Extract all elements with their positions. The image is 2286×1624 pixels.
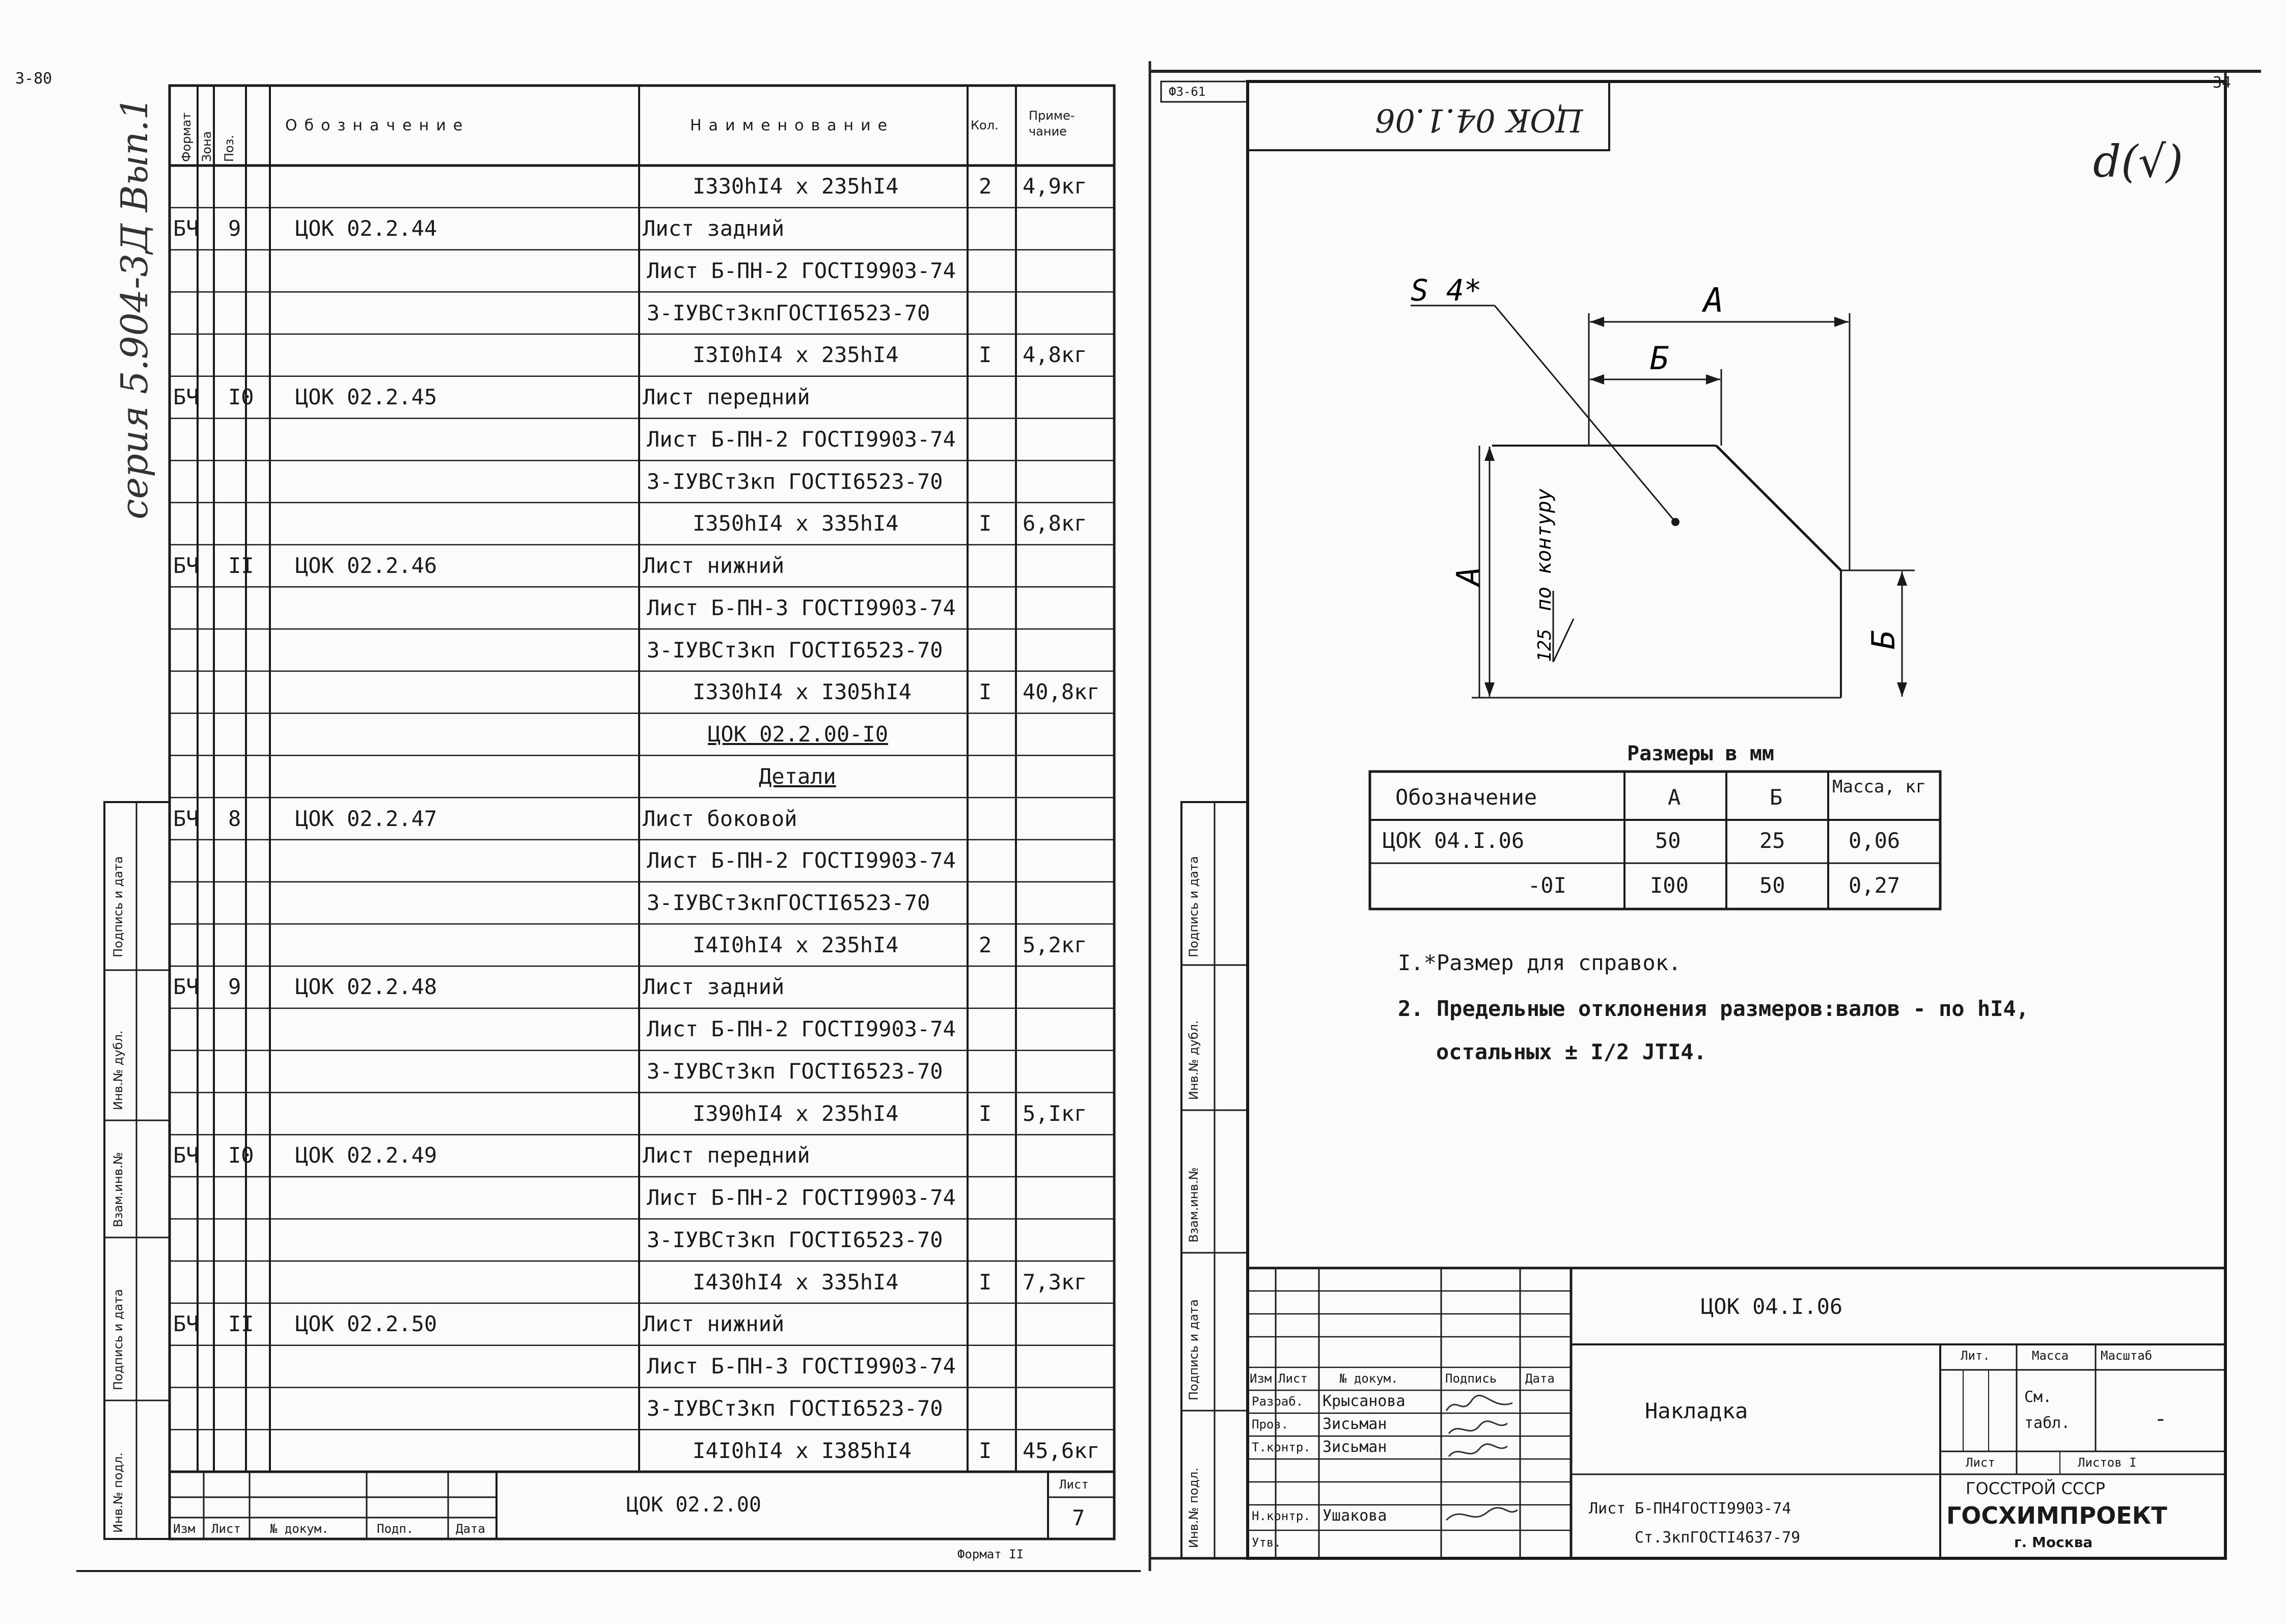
series-label: серия 5.904-3Д Вып.1 xyxy=(113,96,156,519)
spec-format: БЧ xyxy=(173,974,199,1000)
spec-note: 45,6кг xyxy=(1023,1438,1100,1463)
left-stamp-col-list: Лист xyxy=(211,1522,241,1536)
spec-note: 4,9кг xyxy=(1023,174,1087,199)
right-strip-label-sign-date: Подпись и дата xyxy=(1187,856,1201,957)
spec-quantity: 2 xyxy=(979,174,992,199)
header-qty: Кол. xyxy=(971,118,999,132)
drawing-label-radius: 125 xyxy=(1534,628,1555,662)
header-zone: Зона xyxy=(200,131,214,162)
dim-row2-designation: -0I xyxy=(1528,873,1566,898)
spec-name: I3I0hI4 x 235hI4 xyxy=(693,342,899,368)
spec-name: Лист передний xyxy=(643,1143,810,1168)
spec-quantity: I xyxy=(979,342,992,368)
spec-note: 40,8кг xyxy=(1023,679,1100,705)
drawing-label-a-top: A xyxy=(1703,281,1724,320)
dim-row2-mass: 0,27 xyxy=(1849,873,1901,898)
spec-designation: ЦОК 02.2.46 xyxy=(295,553,437,579)
right-strip-label-sign-date-2: Подпись и дата xyxy=(1187,1299,1201,1400)
title-col-izm: Изм xyxy=(1250,1371,1272,1386)
spec-format: БЧ xyxy=(173,1311,199,1337)
spec-name: 3-IУВСт3кпГОСТI6523-70 xyxy=(647,890,930,915)
title-scale-value: - xyxy=(2154,1406,2167,1431)
spec-position: 9 xyxy=(228,974,241,1000)
role-norm-control-name: Ушакова xyxy=(1323,1507,1387,1525)
spec-position: 8 xyxy=(228,806,241,831)
signatures xyxy=(1441,1390,1523,1543)
spec-name: Лист Б-ПН-3 ГОСТI9903-74 xyxy=(647,595,956,620)
spec-name: Детали xyxy=(759,763,836,789)
left-stamp-sheet-number: 7 xyxy=(1072,1505,1085,1530)
org-ministry: ГОССТРОЙ СССР xyxy=(1966,1479,2105,1498)
spec-name: I4I0hI4 x I385hI4 xyxy=(693,1438,912,1463)
dim-table-title: Размеры в мм xyxy=(1627,742,1774,765)
left-stamp-col-izm: Изм xyxy=(173,1522,196,1536)
rotated-drawing-code: ЦОК 04.1.06 xyxy=(1375,102,1584,139)
spec-quantity: I xyxy=(979,679,992,705)
spec-position: II xyxy=(228,1311,254,1337)
spec-format: БЧ xyxy=(173,384,199,410)
spec-note: 4,8кг xyxy=(1023,342,1087,368)
right-strip-label-orig-inv: Инв.№ подл. xyxy=(1187,1468,1201,1548)
spec-name: I350hI4 x 335hI4 xyxy=(693,511,899,536)
strip-label-sign-date: Подпись и дата xyxy=(111,856,125,957)
title-material-line1: Лист Б-ПН4ГОСТI9903-74 xyxy=(1589,1500,1792,1518)
right-corner-code: Ф3-61 xyxy=(1169,85,1206,99)
dim-header-mass: Масса, кг xyxy=(1832,777,1926,797)
right-corner-number: 34 xyxy=(2213,74,2232,92)
spec-designation: ЦОК 02.2.45 xyxy=(295,384,437,410)
spec-quantity: 2 xyxy=(979,932,992,957)
title-sheet-label: Лист xyxy=(1966,1455,1995,1470)
spec-position: I0 xyxy=(228,1143,254,1168)
title-material-line2: Ст.3кпГОСТI4637-79 xyxy=(1635,1529,1801,1547)
spec-format: БЧ xyxy=(173,806,199,831)
header-designation: Обозначение xyxy=(285,117,470,134)
org-city: г. Москва xyxy=(2014,1534,2093,1551)
spec-name: I390hI4 x 235hI4 xyxy=(693,1100,899,1126)
check-mark: d(√) xyxy=(2093,136,2183,187)
role-developer: Разраб. xyxy=(1252,1394,1304,1409)
left-stamp-doc-code: ЦОК 02.2.00 xyxy=(626,1493,761,1517)
left-stamp-col-doc: № докум. xyxy=(270,1522,329,1536)
spec-name: 3-IУВСт3кп ГОСТI6523-70 xyxy=(647,1227,943,1252)
title-col-date: Дата xyxy=(1525,1371,1555,1386)
spec-name: ЦОК 02.2.00-I0 xyxy=(708,722,889,747)
spec-designation: ЦОК 02.2.50 xyxy=(295,1311,437,1337)
dim-header-b: Б xyxy=(1770,785,1783,810)
dim-header-a: А xyxy=(1668,785,1681,810)
spec-name: Лист Б-ПН-3 ГОСТI9903-74 xyxy=(647,1354,956,1379)
spec-name: 3-IУВСт3кп ГОСТI6523-70 xyxy=(647,637,943,663)
right-strip-label-replace-inv: Взам.инв.№ xyxy=(1187,1167,1201,1243)
spec-note: 5,Iкг xyxy=(1023,1100,1087,1126)
org-institute: ГОСХИМПРОЕКТ xyxy=(1946,1502,2167,1529)
note-2: 2. Предельные отклонения размеров:валов - по hI4, xyxy=(1398,996,2029,1021)
left-stamp-sheet-label: Лист xyxy=(1059,1477,1089,1492)
left-format-label: Формат II xyxy=(957,1547,1024,1561)
dim-row1-mass: 0,06 xyxy=(1849,828,1901,853)
spec-name: Лист нижний xyxy=(643,553,785,579)
strip-label-replace-inv: Взам.инв.№ xyxy=(111,1152,125,1227)
left-stamp-col-sign: Подп. xyxy=(377,1522,414,1536)
role-tech-control: Т.контр. xyxy=(1252,1440,1311,1454)
title-sheets-label: Листов I xyxy=(2078,1455,2137,1470)
strip-label-orig-inv: Инв.№ подл. xyxy=(111,1452,125,1533)
dim-row1-a: 50 xyxy=(1655,828,1681,853)
title-mass-label: Масса xyxy=(2032,1348,2069,1363)
right-strip-label-dup-inv: Инв.№ дубл. xyxy=(1187,1020,1201,1100)
header-pos: Поз. xyxy=(222,134,236,162)
spec-name: 3-IУВСт3кпГОСТI6523-70 xyxy=(647,300,930,325)
drawing-label-b-top: Б xyxy=(1650,340,1669,377)
strip-label-sign-date-2: Подпись и дата xyxy=(111,1289,125,1390)
title-mass-value: См. табл. xyxy=(2024,1388,2071,1432)
drawing-label-contour: по контуру xyxy=(1532,488,1556,611)
spec-format: БЧ xyxy=(173,553,199,579)
spec-position: II xyxy=(228,553,254,579)
role-developer-name: Крысанова xyxy=(1323,1392,1406,1410)
spec-name: I330hI4 x 235hI4 xyxy=(693,174,899,199)
role-norm-control: Н.контр. xyxy=(1252,1509,1311,1523)
spec-quantity: I xyxy=(979,1269,992,1295)
role-checker-name: Зисьман xyxy=(1323,1415,1387,1433)
drawing-label-a-left: A xyxy=(1450,566,1487,586)
spec-designation: ЦОК 02.2.48 xyxy=(295,974,437,1000)
spec-note: 7,3кг xyxy=(1023,1269,1087,1295)
spec-designation: ЦОК 02.2.49 xyxy=(295,1143,437,1168)
note-1: I.*Размер для справок. xyxy=(1398,950,1682,975)
spec-name: Лист Б-ПН-2 ГОСТI9903-74 xyxy=(647,848,956,873)
role-checker: Пров. xyxy=(1252,1417,1289,1432)
spec-format: БЧ xyxy=(173,1143,199,1168)
spec-name: Лист нижний xyxy=(643,1311,785,1337)
spec-name: 3-IУВСт3кп ГОСТI6523-70 xyxy=(647,1058,943,1084)
spec-name: 3-IУВСт3кп ГОСТI6523-70 xyxy=(647,1395,943,1421)
note-2-continued: остальных ± I/2 JTI4. xyxy=(1436,1039,1707,1064)
spec-format: БЧ xyxy=(173,216,199,241)
strip-label-dup-inv: Инв.№ дубл. xyxy=(111,1030,125,1110)
role-tech-control-name: Зисьман xyxy=(1323,1438,1387,1456)
left-corner-number: 3-80 xyxy=(15,70,52,88)
spec-name: 3-IУВСт3кп ГОСТI6523-70 xyxy=(647,469,943,494)
role-approver: Утв. xyxy=(1252,1535,1281,1550)
spec-note: 5,2кг xyxy=(1023,932,1087,957)
spec-designation: ЦОК 02.2.47 xyxy=(295,806,437,831)
spec-name: Лист Б-ПН-2 ГОСТI9903-74 xyxy=(647,1185,956,1210)
dim-header-designation: Обозначение xyxy=(1395,785,1537,810)
title-block-part-name: Накладка xyxy=(1645,1398,1748,1423)
spec-quantity: I xyxy=(979,511,992,536)
spec-designation: ЦОК 02.2.44 xyxy=(295,216,437,241)
spec-position: 9 xyxy=(228,216,241,241)
spec-name: Лист Б-ПН-2 ГОСТI9903-74 xyxy=(647,426,956,452)
header-name: Наименование xyxy=(690,117,895,134)
spec-quantity: I xyxy=(979,1100,992,1126)
title-col-sign: Подпись xyxy=(1445,1371,1497,1386)
title-block-doc-code: ЦОК 04.I.06 xyxy=(1701,1294,1843,1319)
drawing-label-b-right: Б xyxy=(1865,630,1902,649)
spec-name: Лист задний xyxy=(643,216,785,241)
spec-name: Лист Б-ПН-2 ГОСТI9903-74 xyxy=(647,1016,956,1042)
spec-note: 6,8кг xyxy=(1023,511,1087,536)
spec-quantity: I xyxy=(979,1438,992,1463)
dim-row1-designation: ЦОК 04.I.06 xyxy=(1383,828,1525,853)
spec-name: I4I0hI4 x 235hI4 xyxy=(693,932,899,957)
spec-name: Лист передний xyxy=(643,384,810,410)
spec-name: I430hI4 x 335hI4 xyxy=(693,1269,899,1295)
title-lit-label: Лит. xyxy=(1961,1348,1990,1363)
spec-position: I0 xyxy=(228,384,254,410)
drawing-label-s4: S 4* xyxy=(1411,273,1482,308)
title-scale-label: Масштаб xyxy=(2101,1348,2153,1363)
spec-name: Лист задний xyxy=(643,974,785,1000)
header-note: Приме-чание xyxy=(1029,108,1075,139)
dim-row1-b: 25 xyxy=(1759,828,1785,853)
left-stamp-col-date: Дата xyxy=(456,1522,485,1536)
spec-name: Лист боковой xyxy=(643,806,797,831)
dim-row2-a: I00 xyxy=(1650,873,1689,898)
title-col-doc: № докум. xyxy=(1339,1371,1398,1386)
dim-row2-b: 50 xyxy=(1759,873,1785,898)
header-format: Формат xyxy=(179,112,194,162)
title-col-list: Лист xyxy=(1278,1371,1308,1386)
spec-name: Лист Б-ПН-2 ГОСТI9903-74 xyxy=(647,258,956,283)
spec-name: I330hI4 x I305hI4 xyxy=(693,679,912,705)
